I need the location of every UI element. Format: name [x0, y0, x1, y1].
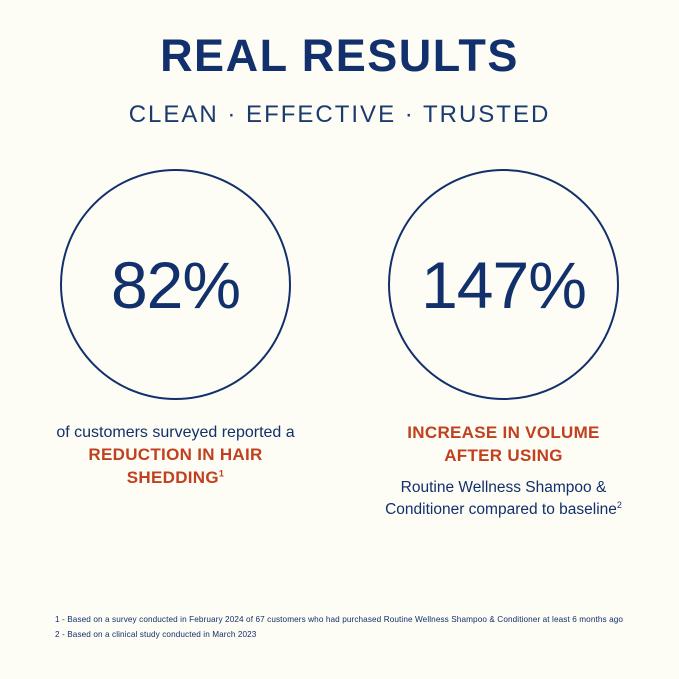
stat-caption: [56, 422, 294, 489]
footnote-marker: 2: [616, 500, 622, 511]
caption-line: AFTER USING: [444, 446, 563, 466]
footnotes: [55, 612, 623, 643]
caption-line: INCREASE IN VOLUME: [407, 423, 600, 443]
caption-line: [385, 499, 622, 521]
stat-block-volume: [364, 169, 644, 521]
caption-line: of customers surveyed reported a: [56, 424, 295, 442]
stat-value: 147%: [421, 247, 586, 322]
footnote-2: 2 - Based on a clinical study conducted in March 2023: [55, 630, 257, 640]
stats-row: [0, 169, 679, 521]
stat-circle: [388, 169, 619, 400]
caption-line: [56, 467, 294, 490]
caption-text: SHEDDING: [126, 467, 219, 487]
caption-line: REDUCTION IN HAIR: [88, 444, 263, 464]
footnote-1: 1 - Based on a survey conducted in February 2024 of 67 customers who had purchased Routine Wellness Shampoo & Conditioner at least 6 months ago: [55, 614, 624, 624]
footnote-marker: 1: [218, 468, 225, 479]
stat-block-shedding: [36, 169, 316, 489]
stat-circle: [60, 169, 291, 400]
page-subtitle: CLEAN · EFFECTIVE · TRUSTED: [128, 101, 551, 129]
caption-line: Routine Wellness Shampoo &: [400, 479, 607, 497]
caption-text: Conditioner compared to baseline: [385, 501, 617, 519]
page-title: REAL RESULTS: [160, 30, 519, 81]
stat-value: 82%: [110, 247, 241, 322]
stat-caption: [385, 422, 622, 521]
